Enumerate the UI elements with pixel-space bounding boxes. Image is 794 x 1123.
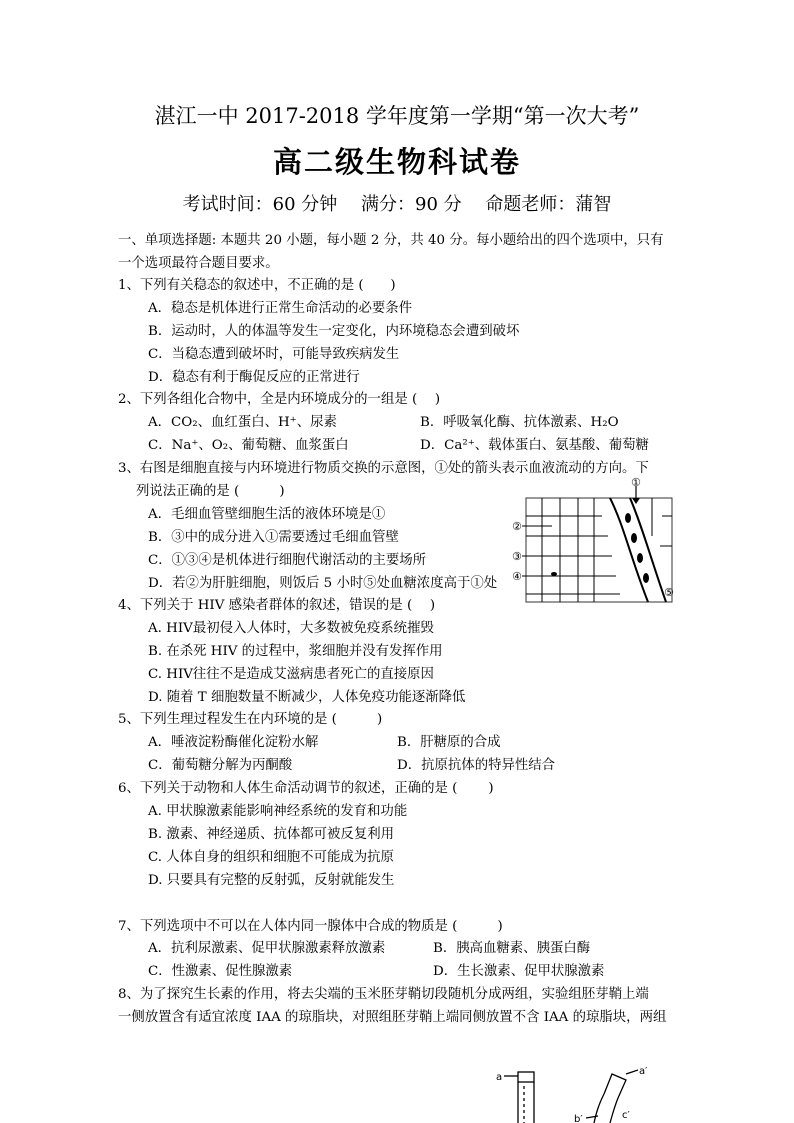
question-3-option-a: A．毛细血管壁细胞生活的液体环境是① xyxy=(148,507,386,522)
figure-label-a: a xyxy=(496,1072,503,1083)
figure-label-5: ⑤ xyxy=(664,586,674,599)
figure-label-2: ② xyxy=(512,520,522,533)
question-7-option-d: D．生长激素、促甲状腺激素 xyxy=(433,964,605,979)
question-6-stem: 6、下列关于动物和人体生命活动调节的叙述，正确的是 ( ) xyxy=(118,781,494,796)
question-3-stem-cont: 列说法正确的是 ( ) xyxy=(136,484,285,499)
question-5-stem: 5、下列生理过程发生在内环境的是 ( ) xyxy=(118,712,383,727)
exam-title: 高二级生物科试卷 xyxy=(272,145,521,179)
question-5-option-a: A．唾液淀粉酶催化淀粉水解 xyxy=(148,735,319,750)
question-7-option-a: A．抗利尿激素、促甲状腺激素释放激素 xyxy=(148,941,386,956)
school-title: 湛江一中 2017-2018 学年度第一学期“第一次大考” xyxy=(154,104,640,128)
question-1-stem: 1、下列有关稳态的叙述中，不正确的是 ( ) xyxy=(118,278,396,293)
exam-info: 考试时间：60 分钟 满分：90 分 命题老师：蒲智 xyxy=(182,194,612,215)
question-4-stem: 4、下列关于 HIV 感染者群体的叙述，错误的是 ( ) xyxy=(118,598,436,613)
question-3-stem: 3、右图是细胞直接与内环境进行物质交换的示意图，①处的箭头表示血液流动的方向。下 xyxy=(118,461,649,476)
question-1-option-d: D．稳态有利于酶促反应的正常进行 xyxy=(148,370,360,385)
cell-exchange-diagram xyxy=(512,476,678,606)
question-6-option-d: D. 只要具有完整的反射弧，反射就能发生 xyxy=(148,873,395,888)
question-5-option-b: B．肝糖原的合成 xyxy=(397,735,501,750)
question-2-option-d: D．Ca²⁺、载体蛋白、氨基酸、葡萄糖 xyxy=(420,438,649,453)
question-2-stem: 2、下列各组化合物中，全是内环境成分的一组是 ( ) xyxy=(118,392,441,407)
figure-label-b-prime: b′ xyxy=(574,1114,583,1123)
question-4-option-c: C. HIV往往不是造成艾滋病患者死亡的直接原因 xyxy=(148,667,434,682)
question-6-option-a: A. 甲状腺激素能影响神经系统的发育和功能 xyxy=(148,804,408,819)
figure-label-c-prime: c′ xyxy=(622,1110,630,1121)
figure-label-1: ① xyxy=(631,476,641,489)
question-3-option-b: B．③中的成分进入①需要透过毛细血管壁 xyxy=(148,530,399,545)
question-8-stem-cont: 一侧放置含有适宜浓度 IAA 的琼脂块，对照组胚芽鞘上端同侧放置不含 IAA 的琼脂块，两组 xyxy=(118,1010,667,1025)
question-5-option-c: C．葡萄糖分解为丙酮酸 xyxy=(148,758,293,773)
section-intro-line2: 一个选项最符合题目要求。 xyxy=(118,256,279,271)
question-2-option-b: B．呼吸氧化酶、抗体激素、H₂O xyxy=(420,415,619,430)
question-4-option-b: B. 在杀死 HIV 的过程中，浆细胞并没有发挥作用 xyxy=(148,644,443,659)
question-2-option-a: A．CO₂、血红蛋白、H⁺、尿素 xyxy=(148,415,337,430)
question-6-option-b: B. 激素、神经递质、抗体都可被反复利用 xyxy=(148,827,394,842)
question-7-option-b: B．胰高血糖素、胰蛋白酶 xyxy=(433,941,591,956)
question-7-stem: 7、下列选项中不可以在人体内同一腺体中合成的物质是 ( ) xyxy=(118,919,503,934)
question-7-option-c: C．性激素、促性腺激素 xyxy=(148,964,293,979)
question-1-option-b: B．运动时，人的体温等发生一定变化，内环境稳态会遭到破坏 xyxy=(148,324,520,339)
section-intro-line1: 一、单项选择题: 本题共 20 小题，每小题 2 分，共 40 分。每小题给出的四个选项中，只有 xyxy=(118,233,664,248)
figure-label-a-prime: a′ xyxy=(639,1066,648,1077)
figure-label-4: ④ xyxy=(512,570,522,583)
question-1-option-a: A．稳态是机体进行正常生命活动的必要条件 xyxy=(148,301,413,316)
figure-label-3: ③ xyxy=(512,550,522,563)
question-4-option-d: D. 随着 T 细胞数量不断减少，人体免疫功能逐渐降低 xyxy=(148,690,466,705)
question-6-option-c: C. 人体自身的组织和细胞不可能成为抗原 xyxy=(148,850,394,865)
question-8-stem: 8、为了探究生长素的作用，将去尖端的玉米胚芽鞘切段随机分成两组，实验组胚芽鞘上端 xyxy=(118,987,649,1002)
question-1-option-c: C．当稳态遭到破坏时，可能导致疾病发生 xyxy=(148,347,400,362)
question-3-option-c: C．①③④是机体进行细胞代谢活动的主要场所 xyxy=(148,553,427,568)
question-4-option-a: A. HIV最初侵入人体时，大多数被免疫系统摧毁 xyxy=(148,621,434,636)
question-3-option-d: D．若②为肝脏细胞，则饭后 5 小时⑤处血糖浓度高于①处 xyxy=(148,576,498,591)
coleoptile-diagram xyxy=(494,1064,664,1123)
question-2-option-c: C．Na⁺、O₂、葡萄糖、血浆蛋白 xyxy=(148,438,349,453)
question-5-option-d: D．抗原抗体的特异性结合 xyxy=(397,758,556,773)
